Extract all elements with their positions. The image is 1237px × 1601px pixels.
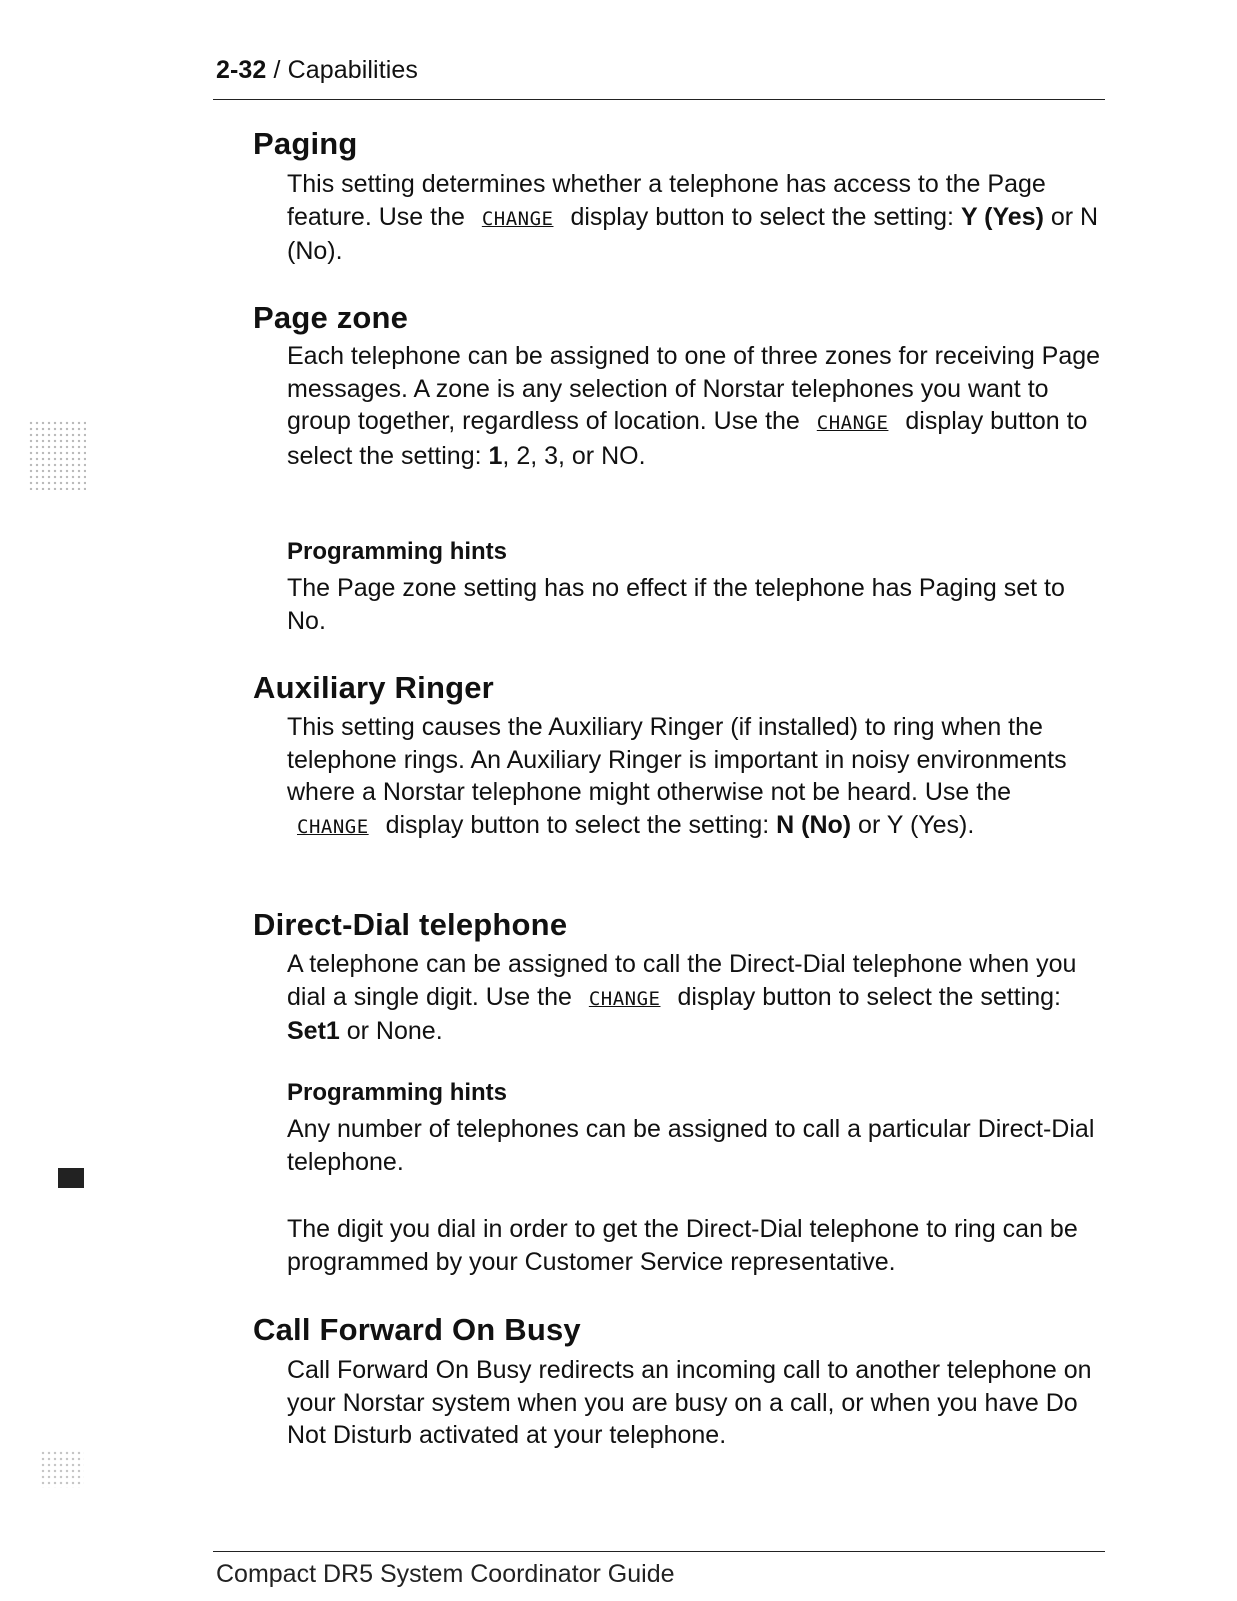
- section-title-paging: Paging: [253, 126, 358, 161]
- section-title-call-forward-busy: Call Forward On Busy: [253, 1312, 581, 1347]
- hint-text-page-zone: The Page zone setting has no effect if the telephone has Paging set to No.: [287, 574, 1065, 635]
- change-button-label: CHANGE: [816, 412, 889, 434]
- section-title-direct-dial: Direct-Dial telephone: [253, 907, 568, 942]
- page-footer: Compact DR5 System Coordinator Guide: [216, 1560, 675, 1588]
- scan-noise-mark: [58, 1168, 84, 1188]
- section-body-auxiliary-ringer: This setting causes the Auxiliary Ringer (if installed) to ring when the telephone rings. An Auxiliary Ringer is important in noisy environments where a Norstar telephone might otherwise not be heard. Use the CHANGE display button to select the setting: N (No) or Y (Yes).: [287, 713, 1067, 839]
- hint-text-direct-dial-2: The digit you dial in order to get the Direct-Dial telephone to ring can be programmed by your Customer Service representative.: [287, 1215, 1078, 1276]
- section-title-page-zone: Page zone: [253, 300, 409, 335]
- change-button-label: CHANGE: [588, 987, 661, 1010]
- footer-rule: [213, 1551, 1105, 1552]
- header-title: / Capabilities: [266, 56, 419, 84]
- page-header: [216, 56, 418, 85]
- header-rule: [213, 99, 1105, 100]
- section-body-direct-dial: A telephone can be assigned to call the Direct-Dial telephone when you dial a single digit. Use the CHANGE display button to select the setting: Set1 or None.: [287, 950, 1077, 1045]
- section-body-call-forward-busy: Call Forward On Busy redirects an incoming call to another telephone on your Norstar system when you are busy on a call, or when you have Do Not Disturb activated at your telephone.: [287, 1356, 1092, 1449]
- scan-noise-mark: [40, 1450, 84, 1488]
- section-title-auxiliary-ringer: Auxiliary Ringer: [253, 670, 494, 705]
- change-button-label: CHANGE: [481, 207, 554, 230]
- hint-text-direct-dial: Any number of telephones can be assigned to call a particular Direct-Dial telephone.: [287, 1115, 1095, 1176]
- hint-title-direct-dial: Programming hints: [287, 1079, 508, 1106]
- page-number: 2-32: [216, 56, 267, 84]
- scan-noise-mark: [28, 420, 86, 490]
- change-button-label: CHANGE: [297, 815, 369, 838]
- section-body-paging: This setting determines whether a telephone has access to the Page feature. Use the CHANGE display button to select the setting: Y (Yes) or N (No).: [287, 170, 1099, 265]
- section-body-page-zone: Each telephone can be assigned to one of three zones for receiving Page messages. A zone is any selection of Norstar telephones you want to group together, regardless of location. Use the CHANGE display button to select the setting: 1, 2, 3, or NO.: [287, 342, 1101, 470]
- hint-title-page-zone: Programming hints: [287, 538, 508, 565]
